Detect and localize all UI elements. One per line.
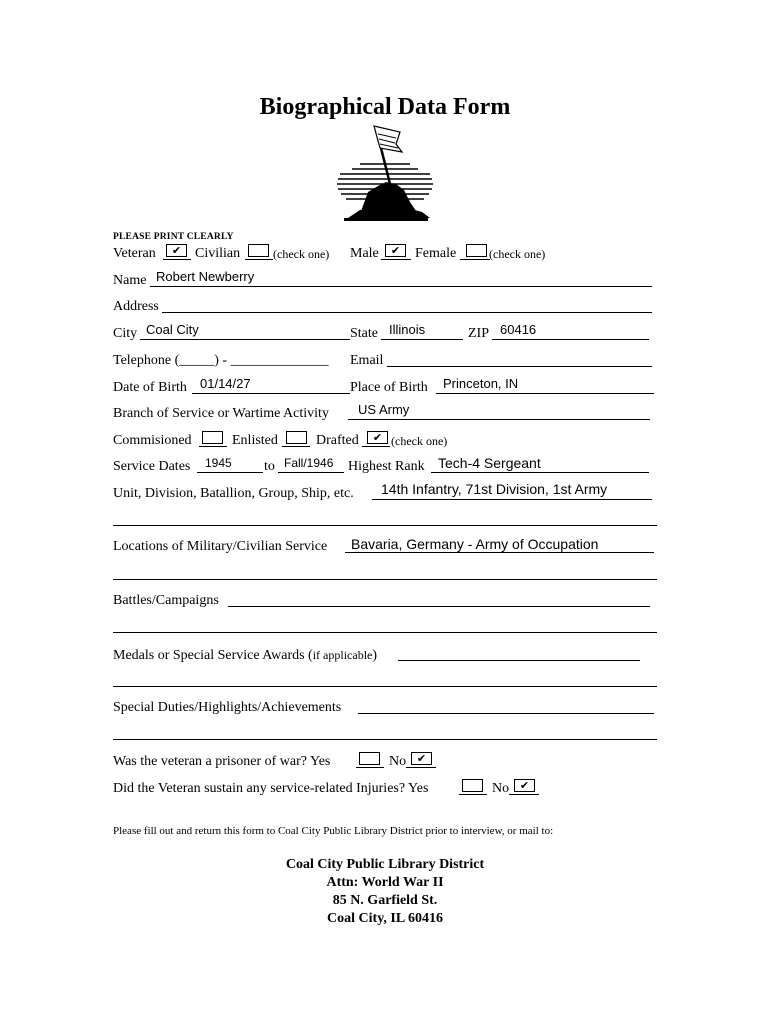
injury-no-checkbox[interactable]: ✔ — [514, 779, 535, 792]
pow-yes-checkbox[interactable] — [359, 752, 380, 765]
check-one-note: (check one) — [489, 247, 546, 261]
to-label: to — [264, 459, 275, 474]
branch-field[interactable]: US Army — [358, 402, 410, 417]
pob-label: Place of Birth — [350, 380, 428, 395]
dob-label: Date of Birth — [113, 380, 187, 395]
return-instructions: Please fill out and return this form to Coal City Public Library District prior to interview, or mail to: — [113, 825, 554, 837]
male-checkbox[interactable]: ✔ — [385, 244, 406, 257]
veteran-label: Veteran — [113, 246, 156, 261]
email-field[interactable] — [387, 352, 650, 366]
flag-raising-emblem-icon — [330, 122, 440, 222]
zip-label: ZIP — [468, 326, 489, 341]
unit-label: Unit, Division, Batallion, Group, Ship, etc. — [113, 486, 354, 501]
service-to-field[interactable]: Fall/1946 — [284, 456, 334, 470]
drafted-checkbox[interactable]: ✔ — [367, 431, 388, 444]
print-clearly-note: PLEASE PRINT CLEARLY — [113, 232, 234, 242]
branch-label: Branch of Service or Wartime Activity — [113, 406, 329, 421]
pob-field[interactable]: Princeton, IN — [443, 376, 519, 391]
name-label: Name — [113, 273, 147, 288]
battles-field[interactable] — [228, 592, 648, 606]
commissioned-label: Commisioned — [113, 433, 192, 448]
veteran-checkbox[interactable]: ✔ — [166, 244, 187, 257]
injury-no-label: No — [492, 781, 510, 796]
mail-to-line-1: Coal City Public Library District — [285, 857, 485, 872]
highest-rank-label: Highest Rank — [348, 459, 425, 474]
medals-field[interactable] — [398, 646, 638, 660]
special-duties-field[interactable] — [358, 699, 652, 713]
name-field[interactable]: Robert Newberry — [156, 269, 255, 284]
state-label: State — [350, 326, 378, 341]
zip-field[interactable]: 60416 — [500, 322, 537, 337]
telephone-label[interactable]: Telephone (_____) - ______________ — [113, 353, 329, 368]
enlisted-checkbox[interactable] — [286, 431, 307, 444]
drafted-label: Drafted — [316, 433, 359, 448]
state-field[interactable]: Illinois — [389, 322, 426, 337]
dob-field[interactable]: 01/14/27 — [200, 376, 251, 391]
civilian-label: Civilian — [195, 246, 241, 261]
commissioned-checkbox[interactable] — [202, 431, 223, 444]
pow-question: Was the veteran a prisoner of war? Yes — [113, 754, 331, 769]
mail-to-line-3: 85 N. Garfield St. — [332, 893, 438, 908]
rank-field[interactable]: Tech-4 Sergeant — [438, 455, 541, 471]
pow-no-checkbox[interactable]: ✔ — [411, 752, 432, 765]
locations-label: Locations of Military/Civilian Service — [113, 539, 328, 554]
special-duties-extra-line[interactable] — [113, 739, 657, 740]
service-from-field[interactable]: 1945 — [205, 456, 232, 470]
mail-to-line-2: Attn: World War II — [326, 875, 444, 890]
mail-to-line-4: Coal City, IL 60416 — [327, 911, 443, 926]
enlisted-label: Enlisted — [232, 433, 278, 448]
special-duties-label: Special Duties/Highlights/Achievements — [113, 700, 342, 715]
city-field[interactable]: Coal City — [146, 322, 199, 337]
check-one-note: (check one) — [273, 247, 330, 261]
address-label: Address — [113, 299, 159, 314]
email-label: Email — [350, 353, 384, 368]
female-label: Female — [415, 246, 457, 261]
injury-yes-checkbox[interactable] — [462, 779, 483, 792]
service-dates-label: Service Dates — [113, 459, 191, 474]
medals-extra-line[interactable] — [113, 686, 657, 687]
locations-extra-line[interactable] — [113, 579, 657, 580]
battles-label: Battles/Campaigns — [113, 593, 219, 608]
check-one-note: (check one) — [391, 434, 448, 448]
battles-extra-line[interactable] — [113, 632, 657, 633]
page-title: Biographical Data Form — [259, 94, 511, 120]
female-checkbox[interactable] — [466, 244, 487, 257]
address-field[interactable] — [162, 298, 650, 312]
unit-field-extra-line[interactable] — [113, 525, 657, 526]
pow-no-label: No — [389, 754, 407, 769]
city-label: City — [113, 326, 138, 341]
civilian-checkbox[interactable] — [248, 244, 269, 257]
locations-field[interactable]: Bavaria, Germany - Army of Occupation — [351, 536, 599, 552]
injuries-question: Did the Veteran sustain any service-related Injuries? Yes — [113, 781, 429, 796]
male-label: Male — [350, 246, 379, 261]
unit-field[interactable]: 14th Infantry, 71st Division, 1st Army — [381, 481, 608, 497]
medals-label: Medals or Special Service Awards (if applicable) — [113, 648, 378, 663]
